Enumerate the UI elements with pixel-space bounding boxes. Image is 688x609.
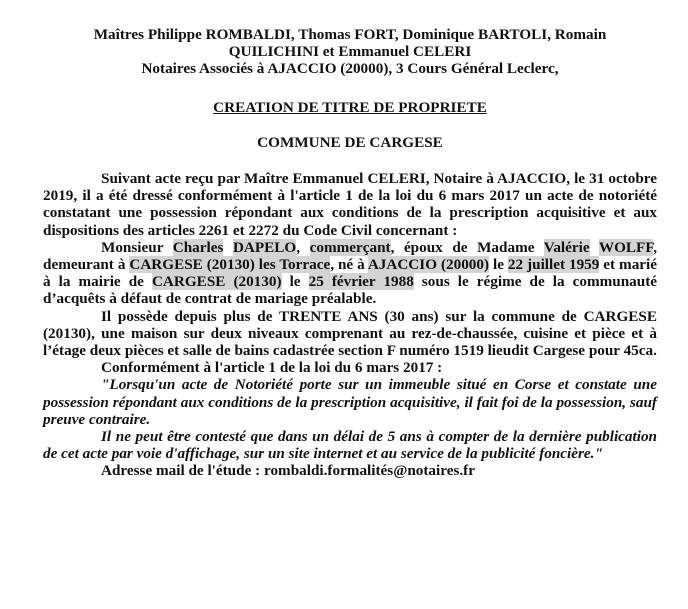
header-line-2: QUILICHINI et Emmanuel CELERI: [228, 43, 472, 60]
notice-title: CREATION DE TITRE DE PROPRIETE: [213, 99, 487, 116]
notice-body: [43, 170, 657, 480]
contact-line: Adresse mail de l'étude : rombaldi.formalités@notaires.fr: [101, 462, 475, 480]
residence: CARGESE (20130): [129, 256, 255, 274]
paragraph-person: Monsieur Charles DAPELO, commerçant, époux de Madame Valérie WOLFF, demeurant à CARGESE (20130) les Torrace, né à AJACCIO (20000) le 22 juillet 1959 et marié à la mairie de CARGESE (20130) le 25 février 1988 sous le régime de la communauté d’acquêts à défaut de contrat de mariage préalable.: [43, 238, 658, 308]
header-line-3: Notaires Associés à AJACCIO (20000), 3 Cours Général Leclerc,: [141, 60, 559, 77]
commune-heading: COMMUNE DE CARGESE: [257, 134, 443, 151]
paragraph-property: Il possède depuis plus de TRENTE ANS (30 ans) sur la commune de CARGESE (20130), une maison sur deux niveaux comprenant au rez-de-chaussée, cuisine et pièce et à l’étage deux pièces et salle de bains cadastrée section F numéro 1519 lieudit Cargese pour 45ca.: [43, 307, 657, 360]
marriage-place: CARGESE (20130): [151, 273, 282, 291]
owner-lastname: DAPELO: [232, 238, 297, 256]
quote-paragraph-2: Il ne peut être contesté que dans un délai de 5 ans à compter de la dernière publication de cet acte par voie d'affichage, sur un site internet et au service de la publicité foncière.": [43, 428, 657, 463]
marriage-date: 25 février 1988: [308, 273, 414, 291]
paragraph-law-reference: Conformément à l'article 1 de la loi du 6 mars 2017 :: [101, 359, 443, 377]
notary-header: [43, 26, 657, 77]
spouse-lastname: WOLFF: [598, 238, 654, 256]
quote-paragraph-1: "Lorsqu'un acte de Notoriété porte sur un immeuble situé en Corse et constate une possession répondant aux conditions de la prescription acquisitive, il fait foi de la possession, sauf preuve contraire.: [43, 376, 657, 428]
header-line-1: Maîtres Philippe ROMBALDI, Thomas FORT, Dominique BARTOLI, Romain: [93, 26, 607, 43]
contact-email: rombaldi.formalités@notaires.fr: [263, 462, 475, 480]
paragraph-deed: Suivant acte reçu par Maître Emmanuel CELERI, Notaire à AJACCIO, le 31 octobre 2019, il a été dressé conformément à l'article 1 de la loi du 6 mars 2017 un acte de notoriété constatant une possession répondant aux conditions de la prescription acquisitive et aux dispositions des articles 2261 et 2272 du Code Civil concernant :: [43, 170, 657, 239]
legal-notice: [43, 26, 657, 480]
owner-profession: commerçant: [309, 238, 391, 256]
owner-firstname: Charles: [172, 238, 224, 256]
spouse-firstname: Valérie: [543, 238, 590, 256]
birthdate: 22 juillet 1959: [507, 256, 600, 274]
birthplace: AJACCIO (20000): [367, 256, 490, 274]
